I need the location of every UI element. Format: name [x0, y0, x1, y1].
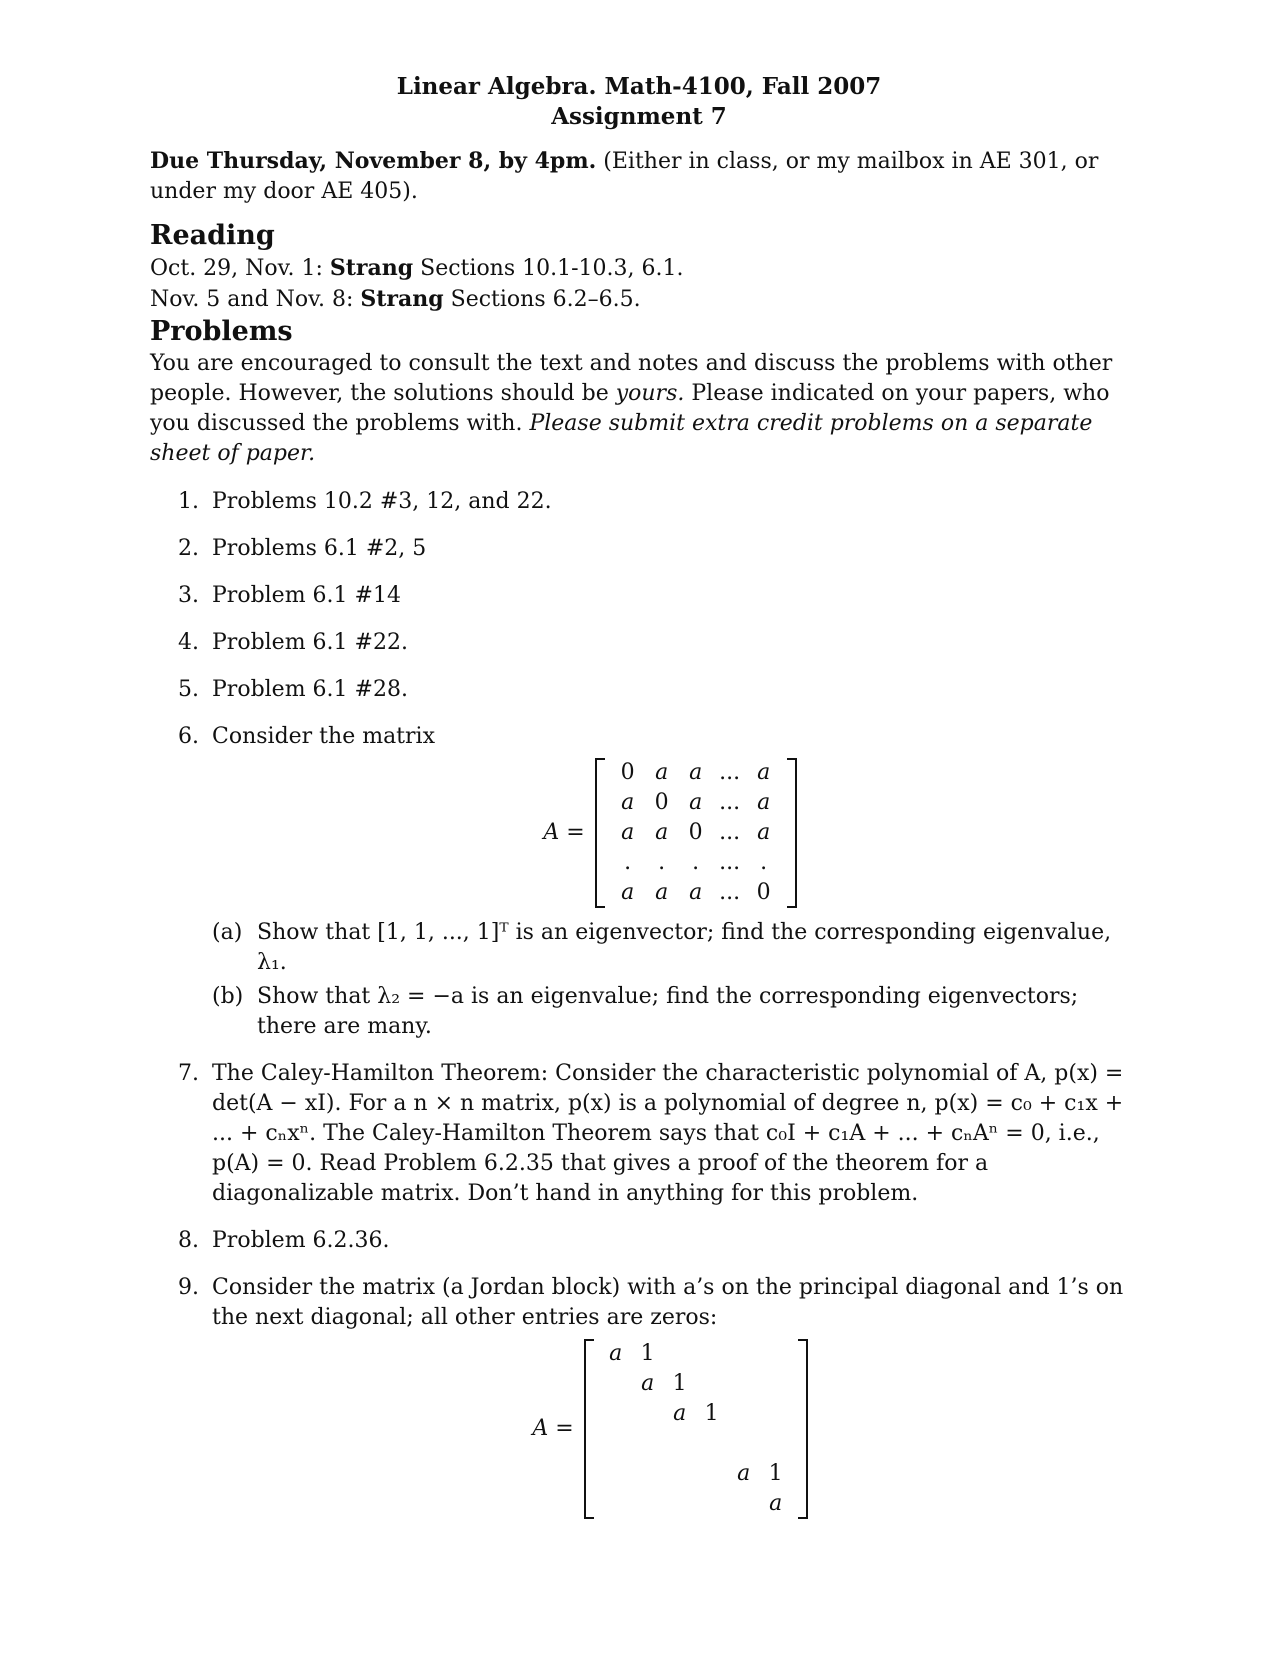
matrix-cell — [632, 1429, 664, 1459]
matrix-cell: ... — [719, 850, 741, 875]
matrix-cell: . — [658, 850, 666, 875]
matrix-body — [600, 1339, 792, 1519]
matrix-cell: ... — [719, 880, 741, 905]
matrix-cell: a — [689, 790, 703, 815]
matrix-cell: 1 — [704, 1401, 719, 1426]
course-title: Linear Algebra. Math-4100, Fall 2007 — [396, 73, 882, 100]
problem-item-3: 3. Problem 6.1 #14 — [178, 583, 401, 608]
matrix-cell: ... — [719, 820, 741, 845]
matrix-cell: 1 — [640, 1341, 655, 1366]
matrix-cell: a — [641, 1371, 655, 1396]
matrix-body — [611, 758, 781, 908]
matrix-cell: 0 — [620, 760, 635, 785]
problem-item-8: 8. Problem 6.2.36. — [178, 1228, 390, 1253]
problem-item-5: 5. Problem 6.1 #28. — [178, 677, 408, 702]
due-date: Due Thursday, November 8, by 4pm. — [150, 148, 597, 174]
matrix-row — [600, 1399, 792, 1429]
matrix-cell: a — [737, 1461, 751, 1486]
matrix-row — [600, 1489, 792, 1519]
matrix-jordan-block — [212, 1339, 1128, 1519]
matrix-cell: a — [769, 1491, 783, 1516]
matrix-cell — [632, 1459, 664, 1489]
matrix-cell — [632, 1489, 664, 1519]
matrix-cell: . — [624, 850, 632, 875]
problem-item-2: 2. Problems 6.1 #2, 5 — [178, 536, 427, 561]
matrix-cell — [760, 1339, 792, 1369]
matrix-cell — [632, 1399, 664, 1429]
problem-item-6: 6. Consider the matrix A = 0 a a ... a a 0 a ... a a a 0 ... a . . . ... . a a a ... 0 (a) Show that [1, 1, ..., 1]ᵀ is an eigenvector; find the corresponding eigenvalue, λ₁. (b) Show that λ₂ = −a is an eigenvalue; find the corresponding eigenvectors; there are many. — [150, 722, 1128, 1042]
matrix-cell — [696, 1459, 728, 1489]
matrix-row — [600, 1369, 792, 1399]
subpart-a: (a) Show that [1, 1, ..., 1]ᵀ is an eigenvector; find the corresponding eigenvalue, λ₁. — [212, 920, 1112, 975]
matrix-cell — [600, 1489, 632, 1519]
matrix-cell: a — [609, 1341, 623, 1366]
matrix-cell: a — [655, 760, 669, 785]
matrix-cell — [696, 1489, 728, 1519]
matrix-cell: a — [655, 820, 669, 845]
matrix-row — [600, 1429, 792, 1459]
matrix-cell — [664, 1459, 696, 1489]
matrix-cell: a — [689, 880, 703, 905]
subpart-b: (b) Show that λ₂ = −a is an eigenvalue; find the corresponding eigenvectors; there are many. — [212, 984, 1079, 1039]
matrix-row — [611, 878, 781, 908]
matrix-row — [600, 1459, 792, 1489]
matrix-cell — [728, 1339, 760, 1369]
due-details: (Either in class, or my mailbox in AE 301, or under my door AE 405). — [150, 149, 1099, 204]
matrix-cell: a — [621, 790, 635, 815]
matrix-cell — [696, 1369, 728, 1399]
matrix-cell — [728, 1429, 760, 1459]
matrix-cell: ... — [719, 760, 741, 785]
matrix-cell — [600, 1429, 632, 1459]
matrix-cell: 1 — [768, 1461, 783, 1486]
matrix-cell — [664, 1339, 696, 1369]
left-bracket — [595, 758, 605, 908]
matrix-cell — [664, 1429, 696, 1459]
problem-item-4: 4. Problem 6.1 #22. — [178, 630, 408, 655]
matrix-cell: 1 — [672, 1371, 687, 1396]
matrix-cell — [728, 1369, 760, 1399]
matrix-cell: ... — [719, 790, 741, 815]
matrix-cell: . — [692, 850, 700, 875]
matrix-a-eigen — [212, 758, 1128, 908]
problem-item-7: 7. The Caley-Hamilton Theorem: Consider the characteristic polynomial of A, p(x) = det(A − xI). For a n × n matrix, p(x) is a polynomial of degree n, p(x) = c₀ + c₁x + ... + cₙxⁿ. The Caley-Hamilton Theorem says that c₀I + c₁A + ... + cₙAⁿ = 0, i.e., p(A) = 0. Read Problem 6.2.35 that gives a proof of the theorem for a diagonalizable matrix. Don’t hand in anything for this problem. — [178, 1061, 1124, 1206]
matrix-cell — [728, 1399, 760, 1429]
problem-item-1: 1. Problems 10.2 #3, 12, and 22. — [178, 489, 552, 514]
matrix-cell: a — [655, 880, 669, 905]
matrix-cell: 0 — [756, 880, 771, 905]
matrix-cell: a — [757, 820, 771, 845]
matrix-cell — [600, 1459, 632, 1489]
matrix-cell — [760, 1429, 792, 1459]
matrix-cell: a — [621, 820, 635, 845]
left-bracket — [584, 1339, 594, 1519]
matrix-cell: a — [757, 760, 771, 785]
reading-line-1: Oct. 29, Nov. 1: Strang Sections 10.1-10.3, 6.1. — [150, 255, 684, 281]
matrix-cell: a — [621, 880, 635, 905]
matrix-cell: a — [689, 760, 703, 785]
problems-heading: Problems — [150, 316, 293, 347]
matrix-cell: . — [760, 850, 768, 875]
matrix-cell — [696, 1339, 728, 1369]
matrix-cell — [760, 1369, 792, 1399]
matrix-cell: 0 — [654, 790, 669, 815]
matrix-cell: a — [757, 790, 771, 815]
matrix-cell — [600, 1399, 632, 1429]
document-page — [150, 72, 1128, 1536]
problems-intro: You are encouraged to consult the text and notes and discuss the problems with other people. However, the solutions should be yours. Please indicated on your papers, who you discussed the problems with. Please submit extra credit problems on a separate sheet of paper. — [150, 351, 1113, 466]
matrix-cell — [728, 1489, 760, 1519]
right-bracket — [798, 1339, 808, 1519]
assignment-title: Assignment 7 — [551, 103, 727, 130]
reading-line-2: Nov. 5 and Nov. 8: Strang Sections 6.2–6.5. — [150, 286, 641, 312]
problem-list — [150, 487, 1128, 1519]
matrix-row — [611, 758, 781, 788]
matrix-lhs: A = — [532, 1416, 574, 1441]
matrix-cell: a — [673, 1401, 687, 1426]
matrix-cell — [664, 1489, 696, 1519]
problem-item-9: 9. Consider the matrix (a Jordan block) with a’s on the principal diagonal and 1’s on the next diagonal; all other entries are zeros: A = a 1 a 1 a 1 a 1 a — [150, 1273, 1128, 1519]
matrix-row — [611, 848, 781, 878]
right-bracket — [787, 758, 797, 908]
matrix-cell — [696, 1429, 728, 1459]
matrix-row — [611, 818, 781, 848]
matrix-cell — [600, 1369, 632, 1399]
matrix-cell — [760, 1399, 792, 1429]
matrix-row — [600, 1339, 792, 1369]
matrix-cell: 0 — [688, 820, 703, 845]
reading-heading: Reading — [150, 220, 275, 251]
due-date-paragraph — [150, 146, 1128, 207]
subpart-list — [212, 918, 1128, 1042]
matrix-row — [611, 788, 781, 818]
document-title — [150, 72, 1128, 132]
matrix-lhs: A = — [543, 820, 585, 845]
